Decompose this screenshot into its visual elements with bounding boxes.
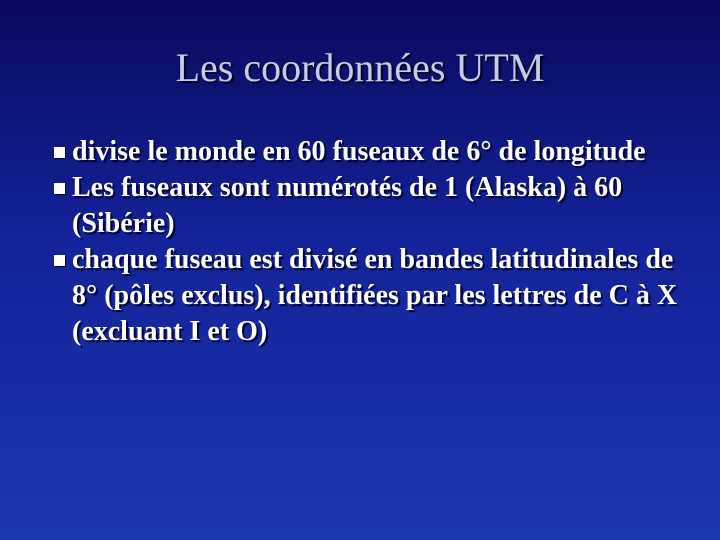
bullet-item-latitude-bands [54, 242, 694, 350]
square-bullet-icon [54, 183, 65, 194]
slide-title: Les coordonnées UTM [175, 45, 545, 90]
bullet-item-zones [54, 134, 694, 170]
bullet-text: chaque fuseau est divisé en bandes latitudinales de 8° (pôles exclus), identifiées par les lettres de C à X (excluant I et O) [72, 244, 678, 347]
bullet-item-numbering [54, 170, 694, 242]
square-bullet-icon [54, 147, 65, 158]
square-bullet-icon [54, 255, 65, 266]
bullet-list [54, 134, 694, 350]
bullet-text: divise le monde en 60 fuseaux de 6° de longitude [72, 136, 646, 167]
bullet-text: Les fuseaux sont numérotés de 1 (Alaska) à 60 (Sibérie) [72, 172, 623, 239]
